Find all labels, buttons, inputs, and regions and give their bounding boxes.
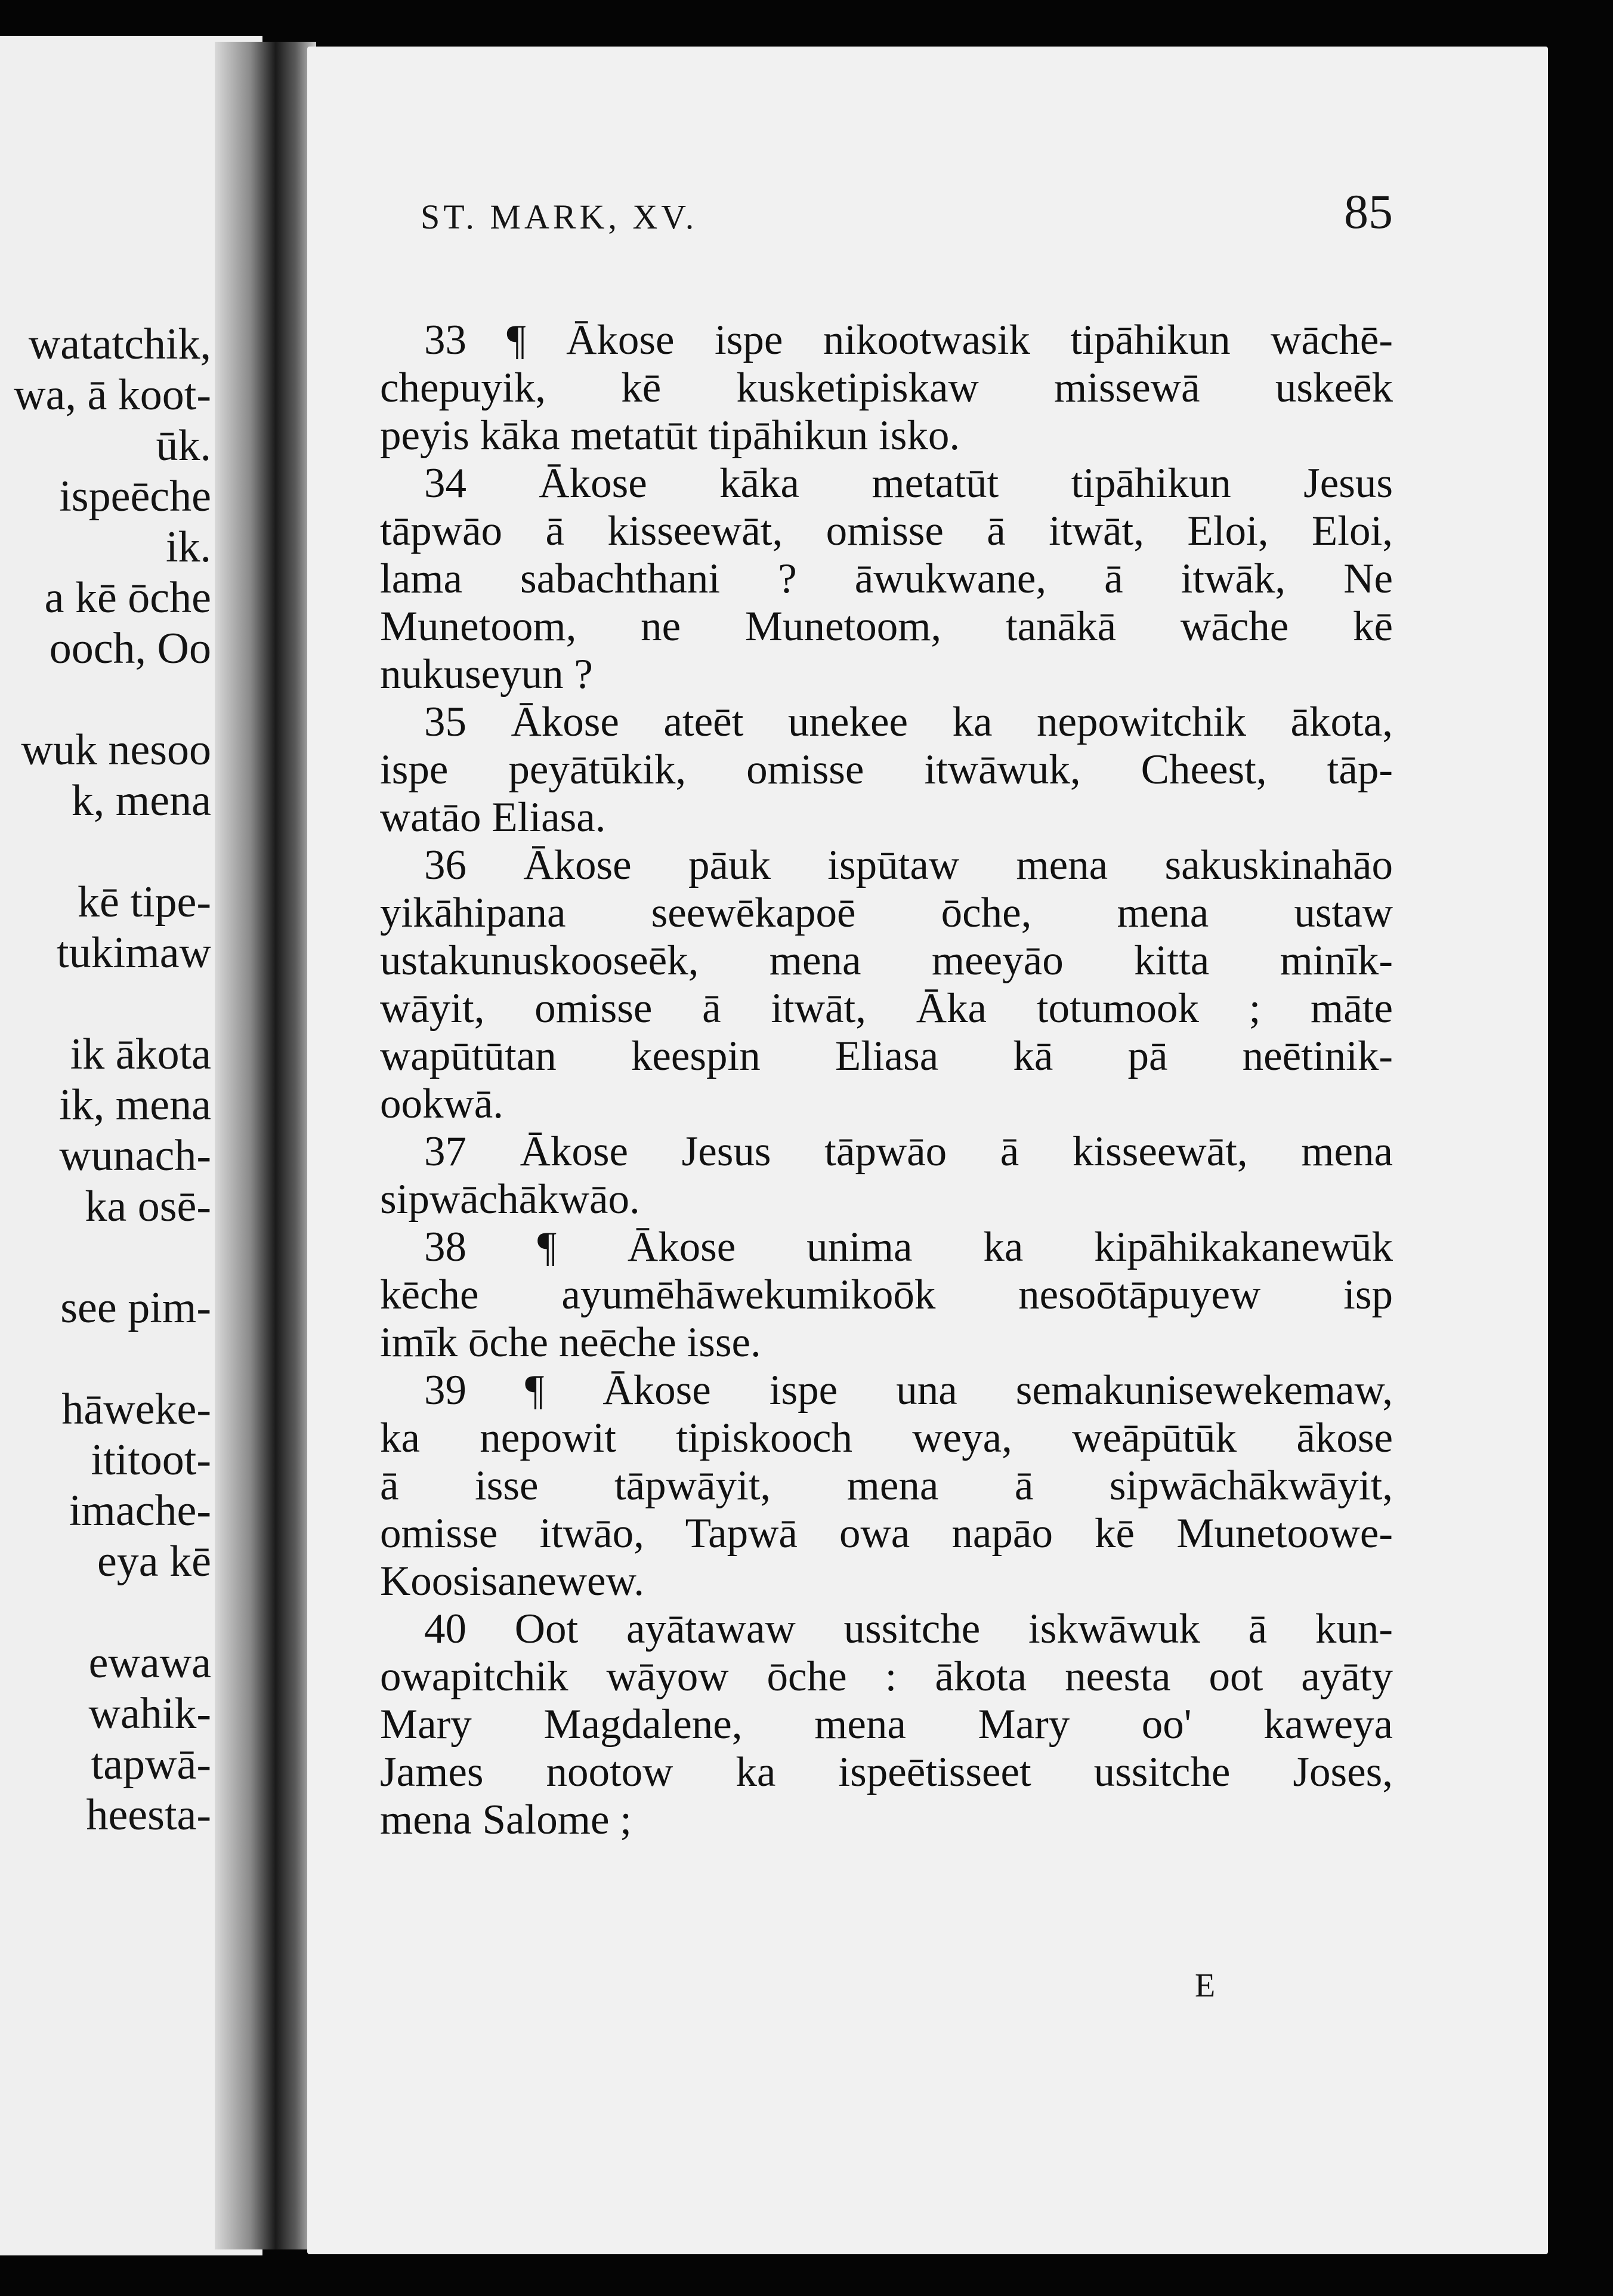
facing-page-line: imache- bbox=[69, 1486, 211, 1535]
verse-line: ka nepowit tipiskooch weya, weāpūtūk ākose bbox=[380, 1415, 1393, 1461]
verse-line: kēche ayumēhāwekumikoōk nesoōtāpuyew isp bbox=[380, 1272, 1393, 1318]
verse-line: tāpwāo ā kisseewāt, omisse ā itwāt, Eloi, Eloi, bbox=[380, 508, 1393, 554]
running-title: ST. MARK, XV. bbox=[421, 197, 698, 236]
verse-line: ookwā. bbox=[380, 1081, 504, 1127]
facing-page-line bbox=[14, 1587, 211, 1638]
facing-page-line: eya kē bbox=[97, 1537, 211, 1586]
facing-page-line: ewawa bbox=[88, 1638, 211, 1687]
verse-line: ā isse tāpwāyit, mena ā sipwāchākwāyit, bbox=[380, 1462, 1393, 1509]
facing-page-line bbox=[14, 1232, 211, 1283]
facing-page-line: a kē ōche bbox=[44, 573, 211, 622]
page-number: 85 bbox=[1344, 184, 1393, 239]
facing-page-line: watatchik, bbox=[28, 320, 211, 369]
facing-page-line: ik ākota bbox=[70, 1030, 211, 1079]
facing-page-line bbox=[14, 826, 211, 877]
facing-page-line bbox=[14, 1334, 211, 1384]
verse-line: yikāhipana seewēkapoē ōche, mena ustaw bbox=[380, 890, 1393, 936]
verse bbox=[380, 1366, 1393, 1605]
facing-page-line: ooch, Oo bbox=[49, 624, 211, 673]
verse-line: peyis kāka metatūt tipāhikun isko. bbox=[380, 412, 960, 459]
verse-line: Munetoom, ne Munetoom, tanākā wāche kē bbox=[380, 603, 1393, 650]
verse-line: ustakunuskooseēk, mena meeyāo kitta minīk- bbox=[380, 937, 1393, 984]
facing-page-line: wahik- bbox=[88, 1689, 211, 1738]
verse-line: 35 Ākose ateēt unekee ka nepowitchik ākota, bbox=[424, 699, 1393, 745]
verse bbox=[380, 1223, 1393, 1366]
verse-line: 38 ¶ Ākose unima ka kipāhikakanewūk bbox=[424, 1224, 1393, 1270]
verse-line: 34 Ākose kāka metatūt tipāhikun Jesus bbox=[424, 460, 1393, 507]
facing-page-line: wuk nesoo bbox=[21, 726, 211, 774]
facing-page-line: ispeēche bbox=[59, 472, 211, 521]
facing-page-line: k, mena bbox=[71, 776, 211, 825]
facing-page-line: wa, ā koot- bbox=[14, 371, 211, 419]
verse-line: imīk ōche neēche isse. bbox=[380, 1319, 761, 1366]
verse-line: Koosisanewew. bbox=[380, 1558, 644, 1604]
verse-line: 39 ¶ Ākose ispe una semakunisewekemaw, bbox=[424, 1367, 1393, 1414]
facing-page-line bbox=[14, 979, 211, 1029]
verse bbox=[380, 1605, 1393, 1844]
facing-page-line: ka osē- bbox=[85, 1182, 211, 1231]
facing-page-line: ūk. bbox=[156, 421, 211, 470]
verse-line: Mary Magdalene, mena Mary oo' kaweya bbox=[380, 1701, 1393, 1748]
facing-page-line: hāweke- bbox=[61, 1385, 211, 1434]
book-gutter bbox=[215, 42, 316, 2249]
verse bbox=[380, 698, 1393, 841]
body-text bbox=[380, 316, 1393, 1844]
facing-page-line bbox=[14, 674, 211, 725]
verse-line: sipwāchākwāo. bbox=[380, 1176, 640, 1223]
verse-line: wapūtūtan keespin Eliasa kā pā neētinik- bbox=[380, 1033, 1393, 1079]
verse-line: omisse itwāo, Tapwā owa napāo kē Munetoowe- bbox=[380, 1510, 1393, 1557]
verse-line: owapitchik wāyow ōche : ākota neesta oot ayāty bbox=[380, 1653, 1393, 1700]
verse-line: nukuseyun ? bbox=[380, 651, 593, 698]
verse bbox=[380, 1128, 1393, 1223]
facing-page-line: wunach- bbox=[59, 1131, 211, 1180]
verse-line: James nootow ka ispeētisseet ussitche Joses, bbox=[380, 1749, 1393, 1795]
verse-line: 33 ¶ Ākose ispe nikootwasik tipāhikun wāchē- bbox=[424, 317, 1393, 363]
facing-page-line: ik, mena bbox=[59, 1081, 211, 1130]
facing-page-line: ik. bbox=[165, 523, 211, 572]
verse-line: mena Salome ; bbox=[380, 1797, 632, 1843]
signature-mark: E bbox=[1195, 1967, 1216, 2004]
facing-page-line: tukimaw bbox=[57, 928, 211, 977]
facing-page-line: tapwā- bbox=[91, 1740, 211, 1789]
verse-line: 40 Oot ayātawaw ussitche iskwāwuk ā kun- bbox=[424, 1606, 1393, 1652]
facing-page-text bbox=[14, 319, 211, 1841]
verse-line: wāyit, omisse ā itwāt, Āka totumook ; māte bbox=[380, 985, 1393, 1032]
verse-line: 37 Ākose Jesus tāpwāo ā kisseewāt, mena bbox=[424, 1128, 1393, 1175]
verse-line: ispe peyātūkik, omisse itwāwuk, Cheest, tāp- bbox=[380, 746, 1393, 793]
facing-page-line: kē tipe- bbox=[78, 878, 211, 927]
verse bbox=[380, 459, 1393, 698]
verse-line: 36 Ākose pāuk ispūtaw mena sakuskinahāo bbox=[424, 842, 1393, 888]
facing-page-line: see pim- bbox=[60, 1283, 211, 1332]
page-header bbox=[421, 179, 1393, 245]
verse-line: watāo Eliasa. bbox=[380, 794, 606, 841]
verse-line: lama sabachthani ? āwukwane, ā itwāk, Ne bbox=[380, 556, 1393, 602]
verse bbox=[380, 841, 1393, 1128]
facing-page-line: ititoot- bbox=[91, 1436, 211, 1485]
verse bbox=[380, 316, 1393, 459]
facing-page-line: heesta- bbox=[86, 1791, 211, 1840]
verse-line: chepuyik, kē kusketipiskaw missewā uskeēk bbox=[380, 365, 1393, 411]
